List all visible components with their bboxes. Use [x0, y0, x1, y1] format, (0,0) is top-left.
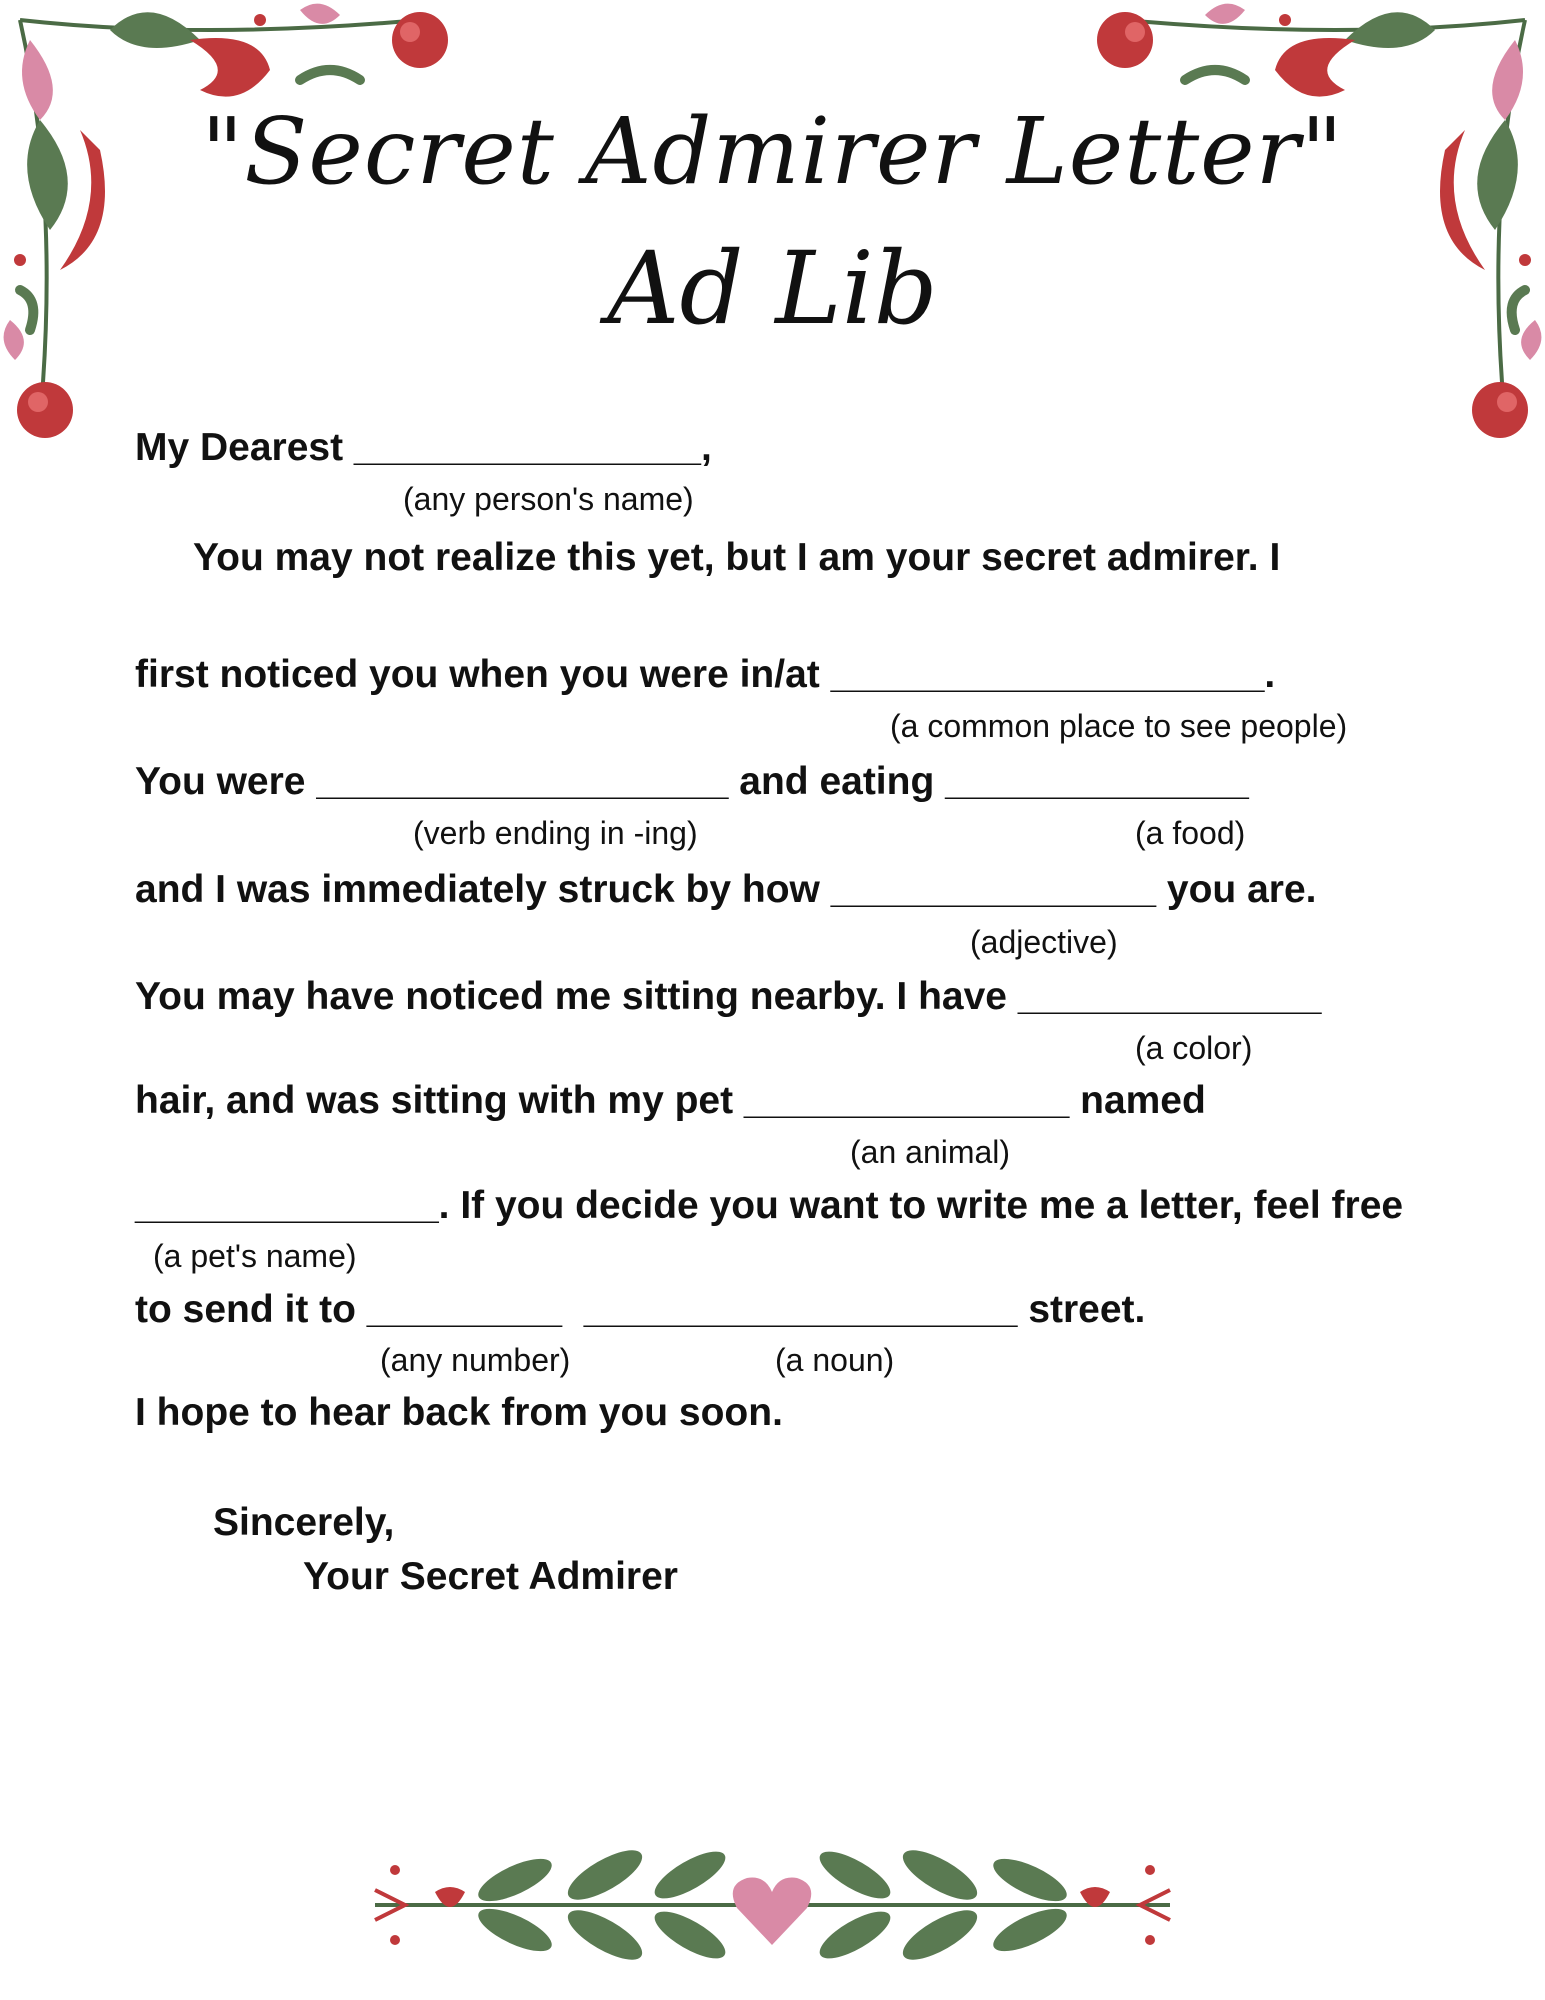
hint-noun: (a noun) — [775, 1342, 895, 1378]
address-line: to send it to _________ ____________________ street. — [135, 1288, 1146, 1331]
hint-food: (a food) — [1135, 815, 1246, 851]
place-line: first noticed you when you were in/at ____________________. — [135, 653, 1276, 696]
sign-off: Sincerely, — [213, 1501, 395, 1544]
verb-line: You were ___________________ and eating ______________ — [135, 760, 1249, 803]
hint-verb: (verb ending in -ing) — [413, 815, 698, 851]
hint-adjective: (adjective) — [970, 924, 1118, 960]
hint-animal: (an animal) — [850, 1134, 1011, 1170]
page-title: "Secret Admirer Letter" — [201, 98, 1344, 205]
hint-number: (any number) — [380, 1342, 571, 1378]
adjective-line: and I was immediately struck by how _______________ you are. — [135, 868, 1317, 911]
hint-place: (a common place to see people) — [890, 708, 1348, 744]
leaf-garland-icon — [365, 1830, 1180, 1980]
intro-line: You may not realize this yet, but I am your secret admirer. I — [193, 536, 1281, 579]
signature: Your Secret Admirer — [303, 1555, 678, 1598]
page-subtitle: Ad Lib — [607, 230, 938, 347]
closing-line: I hope to hear back from you soon. — [135, 1391, 783, 1434]
pet-name-line: ______________. If you decide you want to write me a letter, feel free — [135, 1184, 1404, 1227]
hint-pet-name: (a pet's name) — [153, 1238, 357, 1274]
greeting-line: My Dearest ________________, — [135, 426, 712, 469]
hint-name: (any person's name) — [403, 481, 694, 517]
pet-line: hair, and was sitting with my pet _______________ named — [135, 1079, 1206, 1122]
color-line: You may have noticed me sitting nearby. I have ______________ — [135, 975, 1322, 1018]
hint-color: (a color) — [1135, 1030, 1253, 1066]
